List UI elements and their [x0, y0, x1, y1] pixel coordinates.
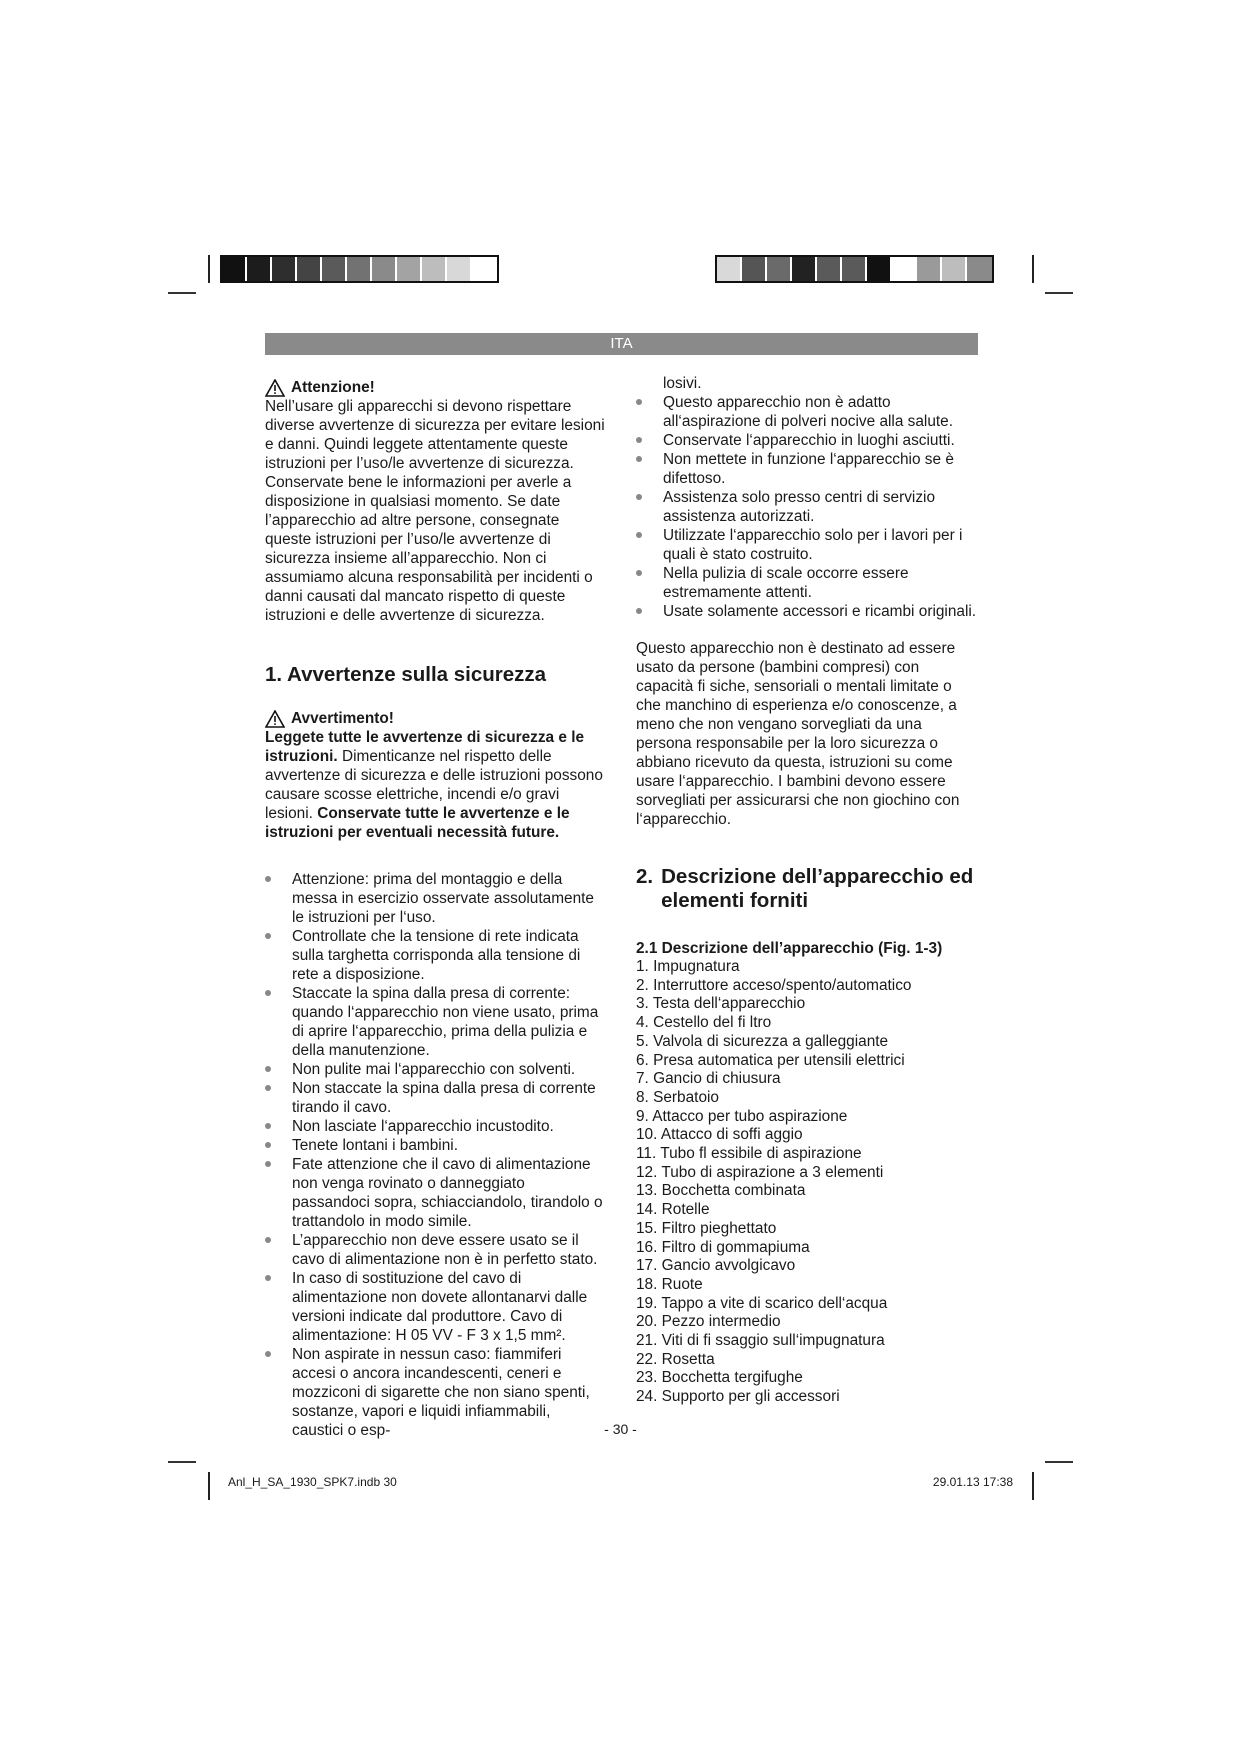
- warning-paragraph: [265, 728, 605, 842]
- list-item: Nella pulizia di scale occorre essere estremamente attenti.: [636, 564, 978, 602]
- list-item: 22. Rosetta: [636, 1350, 715, 1368]
- color-swatch: [917, 257, 942, 281]
- color-swatch: [842, 257, 867, 281]
- list-item: 11. Tubo fl essibile di aspirazione: [636, 1145, 862, 1163]
- crop-mark: [168, 1461, 196, 1463]
- list-item: 24. Supporto per gli accessori: [636, 1388, 840, 1406]
- color-swatch: [817, 257, 842, 281]
- right-column: [636, 374, 978, 1407]
- list-item: 3. Testa dell‘apparecchio: [636, 995, 806, 1013]
- color-swatch: [322, 257, 347, 281]
- color-swatch: [767, 257, 792, 281]
- language-header: [265, 333, 978, 355]
- footer-file: Anl_H_SA_1930_SPK7.indb 30: [228, 1475, 397, 1489]
- color-swatch: [297, 257, 322, 281]
- crop-mark: [1045, 292, 1073, 294]
- list-item: 18. Ruote: [636, 1275, 703, 1293]
- color-swatch: [347, 257, 372, 281]
- color-swatch: [247, 257, 272, 281]
- crop-mark: [208, 1472, 210, 1500]
- list-item: Non lasciate l‘apparecchio incustodito.: [265, 1117, 605, 1136]
- section-2-heading: [636, 865, 978, 913]
- color-swatch: [942, 257, 967, 281]
- warning-heading: [265, 709, 605, 728]
- parts-list: [636, 958, 978, 1407]
- attention-title: Attenzione!: [291, 379, 375, 396]
- safety-bullet-list-continued: [636, 393, 978, 621]
- list-item: 15. Filtro pieghettato: [636, 1219, 777, 1237]
- list-item: Conservate l‘apparecchio in luoghi asciutti.: [636, 431, 978, 450]
- list-item: 23. Bocchetta tergifughe: [636, 1369, 803, 1387]
- crop-mark: [1032, 1472, 1034, 1500]
- color-calibration-bar-left: [220, 255, 499, 283]
- section-1-title: 1. Avvertenze sulla sicurezza: [265, 663, 547, 686]
- list-item: Questo apparecchio non è adatto all‘aspirazione di polveri nocive alla salute.: [636, 393, 978, 431]
- color-swatch: [272, 257, 297, 281]
- color-swatch: [792, 257, 817, 281]
- list-item: 1. Impugnatura: [636, 958, 740, 975]
- attention-heading: [265, 378, 605, 397]
- list-item: 12. Tubo di aspirazione a 3 elementi: [636, 1163, 884, 1181]
- subsection-2-1-title: 2.1 Descrizione dell’apparecchio (Fig. 1-3): [636, 940, 943, 957]
- list-item: 13. Bocchetta combinata: [636, 1182, 806, 1200]
- list-item: Non aspirate in nessun caso: fiammiferi accesi o ancora incandescenti, ceneri e mozziconi di sigarette che non siano spenti, sostanze, vapori e liquidi infiammabili, caustici o esp-: [265, 1345, 605, 1440]
- list-item: 6. Presa automatica per utensili elettrici: [636, 1051, 905, 1069]
- warning-bold-2: Conservate tutte le avvertenze e le istruzioni per eventuali necessità future.: [265, 805, 570, 841]
- list-item: 7. Gancio di chiusura: [636, 1070, 781, 1088]
- color-swatch: [372, 257, 397, 281]
- attention-text: Nell’usare gli apparecchi si devono rispettare diverse avvertenze di sicurezza per evitare lesioni e danni. Quindi leggete attentamente queste istruzioni per l’uso/le avvertenze di sicurezza. Conservate bene le informazioni per averle a disposizione in qualsiasi momento. Se date l’apparecchio ad altre persone, consegnate queste istruzioni per l’uso/le avvertenze di sicurezza insieme all’apparecchio. Non ci assumiamo alcuna responsabilità per incidenti o danni causati dal mancato rispetto di queste istruzioni e delle avvertenze di sicurezza.: [265, 398, 605, 624]
- crop-mark: [1045, 1461, 1073, 1463]
- color-swatch: [892, 257, 917, 281]
- list-item: 8. Serbatoio: [636, 1088, 719, 1106]
- color-swatch: [397, 257, 422, 281]
- list-item: 5. Valvola di sicurezza a galleggiante: [636, 1032, 889, 1050]
- list-item: Controllate che la tensione di rete indicata sulla targhetta corrisponda alla tensione di rete a disposizione.: [265, 927, 605, 984]
- color-swatch: [472, 257, 497, 281]
- language-label: ITA: [610, 335, 633, 352]
- warning-triangle-icon: [265, 379, 285, 397]
- color-swatch: [447, 257, 472, 281]
- crop-mark: [1032, 255, 1034, 283]
- list-item: Assistenza solo presso centri di servizio assistenza autorizzati.: [636, 488, 978, 526]
- list-item: In caso di sostituzione del cavo di alimentazione non dovete allontanarvi dalle versioni indicate dal produttore. Cavo di alimentazione: H 05 VV - F 3 x 1,5 mm².: [265, 1269, 605, 1345]
- section-2-number: 2.: [636, 865, 654, 888]
- color-calibration-bar-right: [715, 255, 994, 283]
- list-item: 16. Filtro di gommapiuma: [636, 1238, 810, 1256]
- list-item: 14. Rotelle: [636, 1201, 710, 1219]
- color-swatch: [422, 257, 447, 281]
- color-swatch: [967, 257, 992, 281]
- list-item: 20. Pezzo intermedio: [636, 1313, 781, 1331]
- list-item: Non staccate la spina dalla presa di corrente tirando il cavo.: [265, 1079, 605, 1117]
- color-swatch: [867, 257, 892, 281]
- section-2-title: Descrizione dell’apparecchio ed elementi forniti: [661, 865, 974, 912]
- list-item: Utilizzate l‘apparecchio solo per i lavori per i quali è stato costruito.: [636, 526, 978, 564]
- crop-mark: [168, 292, 196, 294]
- list-item: Non pulite mai l‘apparecchio con solventi.: [265, 1060, 605, 1079]
- list-item: Usate solamente accessori e ricambi originali.: [636, 602, 978, 621]
- children-safety-text: Questo apparecchio non è destinato ad essere usato da persone (bambini compresi) con capacità fi siche, sensoriali o mentali limitate o che manchino di esperienza e/o conoscenze, a meno che non vengano sorvegliati da una persona responsabile per la loro sicurezza o abbiano ricevuto da questa, istruzioni su come usare l‘apparecchio. I bambini devono essere sorvegliati per assicurarsi che non giochino con l‘apparecchio.: [636, 640, 960, 828]
- list-item: Attenzione: prima del montaggio e della messa in esercizio osservate assolutamente le istruzioni per l‘uso.: [265, 870, 605, 927]
- safety-bullet-list: [265, 870, 605, 1440]
- list-item: Tenete lontani i bambini.: [265, 1136, 605, 1155]
- list-item: 9. Attacco per tubo aspirazione: [636, 1107, 848, 1125]
- list-item: Non mettete in funzione l‘apparecchio se è difettoso.: [636, 450, 978, 488]
- continuation-text: losivi.: [663, 375, 702, 392]
- color-swatch: [717, 257, 742, 281]
- list-item: Staccate la spina dalla presa di corrente: quando l‘apparecchio non viene usato, prima di aprire l‘apparecchio, prima della pulizia e della manutenzione.: [265, 984, 605, 1060]
- warning-bold-1: Leggete tutte le avvertenze di sicurezza e le istruzioni.: [265, 729, 585, 765]
- list-item: L’apparecchio non deve essere usato se il cavo di alimentazione non è in perfetto stato.: [265, 1231, 605, 1269]
- list-item: Fate attenzione che il cavo di alimentazione non venga rovinato o danneggiato passandoci sopra, schiacciandolo, tirandolo o trattandolo in modo simile.: [265, 1155, 605, 1231]
- list-item: 2. Interruttore acceso/spento/automatico: [636, 976, 912, 994]
- list-item: 4. Cestello del fi ltro: [636, 1014, 772, 1032]
- list-item: 17. Gancio avvolgicavo: [636, 1257, 796, 1275]
- warning-triangle-icon: [265, 710, 285, 728]
- warning-title: Avvertimento!: [291, 710, 394, 727]
- footer-date: 29.01.13 17:38: [932, 1475, 1013, 1489]
- list-item: 19. Tappo a vite di scarico dell‘acqua: [636, 1294, 888, 1312]
- warning-text: Dimenticanze nel rispetto delle avvertenze di sicurezza e delle istruzioni possono causare scosse elettriche, incendi e/o gravi lesioni.: [265, 748, 603, 822]
- page-number: - 30 -: [604, 1421, 637, 1437]
- left-column: [265, 378, 605, 1440]
- color-swatch: [222, 257, 247, 281]
- crop-mark: [208, 255, 210, 283]
- color-swatch: [742, 257, 767, 281]
- list-item: 10. Attacco di soffi aggio: [636, 1126, 803, 1144]
- list-item: 21. Viti di fi ssaggio sull‘impugnatura: [636, 1332, 885, 1350]
